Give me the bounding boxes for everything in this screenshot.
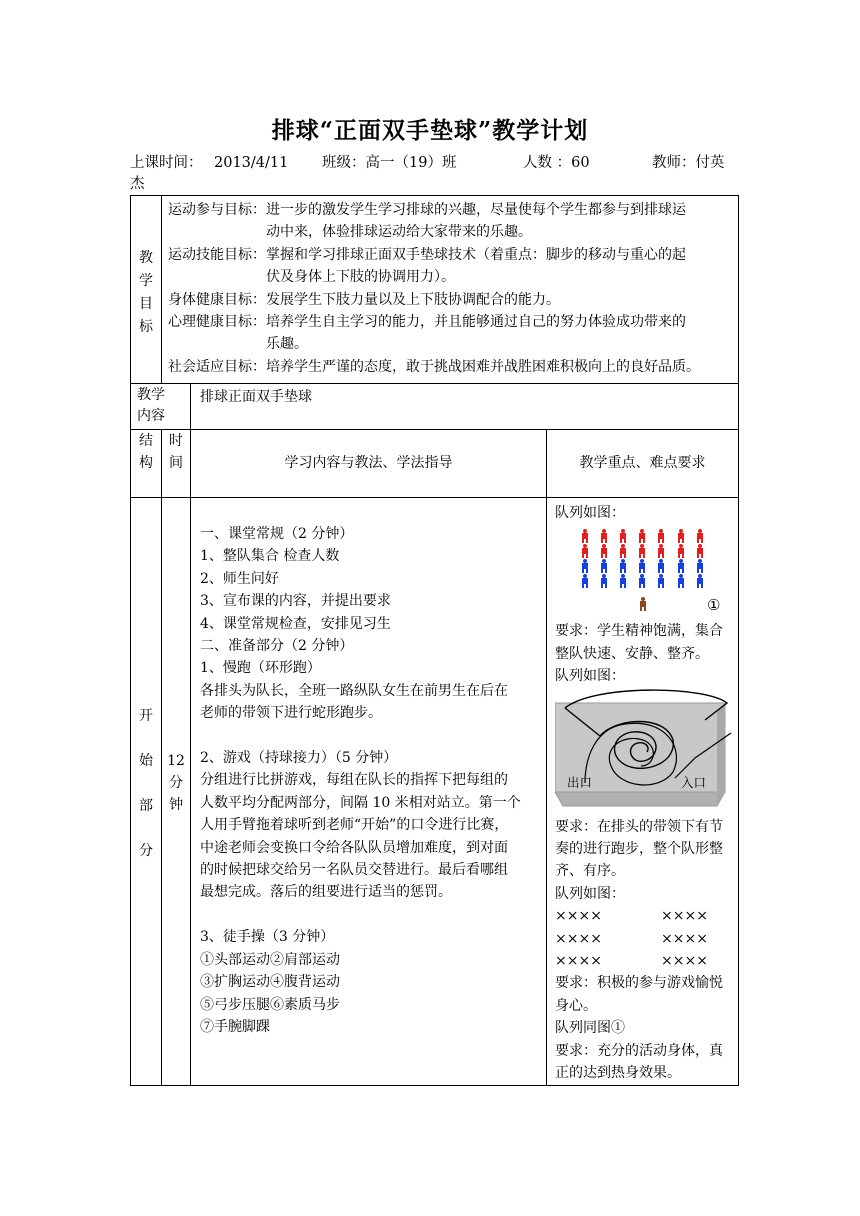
class-label: 班级：高一（19）班 [322, 155, 457, 171]
lesson-line: 2、游戏（持球接力）（5 分钟） [200, 750, 398, 767]
section-time-text: 12 [167, 753, 185, 769]
goal-text-line: 掌握和学习排球正面双手垫球技术（着重点：脚步的移动与重心的起 [266, 246, 686, 263]
student-icon [676, 574, 686, 588]
lesson-line: 人用手臂拖着球听到老师“开始”的口令进行比赛， [200, 817, 509, 834]
goal-text-line: 进一步的激发学生学习排球的兴趣，尽量使每个学生都参与到排球运 [266, 202, 686, 218]
requirement-text: 要求：充分的活动身体，真 [555, 1042, 723, 1059]
goals-header-char: 教 [139, 249, 153, 266]
col-structure-header [131, 430, 162, 498]
student-icon [676, 529, 686, 543]
student-icon [618, 529, 628, 543]
student-icon [695, 529, 705, 543]
content-row [131, 384, 739, 430]
content-label-line: 教学 [137, 387, 165, 403]
requirement-text: 整队快速、安静、整齐。 [555, 645, 709, 662]
x-row [555, 950, 738, 972]
col-structure-char: 结 [139, 433, 153, 449]
teacher-icon [638, 597, 648, 611]
lesson-line: 老师的带领下进行蛇形跑步。 [200, 705, 382, 722]
col-time-char: 时 [169, 433, 183, 449]
formation2-diagram [555, 688, 738, 816]
content-label-line: 内容 [137, 408, 165, 424]
goal-label: 身体健康目标： [168, 291, 266, 308]
section-main [191, 498, 547, 1086]
goal-item [168, 244, 734, 289]
student-icon [637, 544, 647, 558]
student-icon [656, 574, 666, 588]
lesson-line: 3、宣布课的内容，并提出要求 [200, 593, 391, 610]
same-formation-note: 队列同图① [555, 1020, 625, 1037]
x-group: ×××× [661, 930, 708, 947]
x-formation [555, 905, 738, 972]
lesson-line: ⑦手腕脚踝 [200, 1018, 270, 1035]
goal-text-line: 培养学生严谨的态度，敢于挑战困难并战胜困难积极向上的良好品质。 [266, 358, 700, 375]
goals-header-char: 目 [139, 295, 153, 312]
time-value: 2013/4/11 [214, 155, 289, 171]
requirement-text: 要求：在排头的带领下有节 [555, 818, 723, 835]
goal-text-line: 发展学生下肢力量以及上下肢协调配合的能力。 [266, 291, 560, 308]
section-time [162, 498, 191, 1086]
goal-text-line: 动中来，体验排球运动给大家带来的乐趣。 [266, 224, 532, 241]
goal-label: 运动技能目标： [168, 246, 266, 263]
lesson-line: 二、准备部分（2 分钟） [200, 638, 354, 655]
requirement-text: 奏的进行跑步，整个队形整 [555, 841, 723, 858]
goal-text [266, 311, 686, 356]
section-structure [131, 498, 162, 1086]
student-icon [676, 559, 686, 573]
student-icon [695, 544, 705, 558]
exit-label: 出口 [567, 774, 593, 790]
lesson-line: 人数平均分配两部分，间隔 10 米相对站立。第一个 [200, 794, 521, 811]
lesson-line: 一、课堂常规（2 分钟） [200, 526, 354, 542]
student-row [575, 528, 705, 543]
goals-header [131, 196, 162, 384]
student-icon [695, 574, 705, 588]
student-icon [580, 529, 590, 543]
student-icon [599, 574, 609, 588]
section-row [131, 498, 739, 1086]
student-icon [599, 529, 609, 543]
formation1-diagram [555, 524, 738, 620]
goal-label: 心理健康目标： [168, 314, 266, 331]
section-time-text: 分 [169, 775, 183, 791]
student-icon [580, 574, 590, 588]
goal-label: 社会适应目标： [168, 358, 266, 375]
x-group: ×××× [555, 908, 602, 925]
lesson-line: 分组进行比拼游戏，每组在队长的指挥下把每组的 [200, 772, 508, 789]
requirement-text: 正的达到热身效果。 [555, 1065, 681, 1082]
goal-text-line: 培养学生自主学习的能力，并且能够通过自己的努力体验成功带来的 [266, 314, 686, 331]
goal-item [168, 289, 734, 311]
student-icon [637, 574, 647, 588]
field-side [717, 703, 725, 806]
section-structure-char: 开 [139, 708, 153, 724]
plan-table [130, 195, 739, 1086]
goal-text [266, 356, 700, 378]
teacher-figure [633, 596, 652, 618]
goals-body [162, 196, 739, 384]
student-icon [695, 559, 705, 573]
requirement-text: 齐、有序。 [555, 863, 625, 880]
requirement-text: 要求：积极的参与游戏愉悦 [555, 975, 723, 992]
section-key [547, 498, 739, 1086]
entry-label: 入口 [681, 774, 707, 790]
time-label: 上课时间： [130, 155, 203, 171]
student-icon [637, 529, 647, 543]
lesson-line [200, 725, 546, 747]
goal-text [266, 244, 686, 289]
col-time-char: 间 [169, 455, 183, 472]
count-label: 人数 ：60 [523, 155, 590, 171]
col-key-header: 教学重点、难点要求 [547, 430, 739, 498]
col-structure-char: 构 [139, 455, 153, 472]
student-icon [599, 559, 609, 573]
lesson-line: 2、师生问好 [200, 570, 279, 587]
requirement-text: 要求：学生精神饱满，集合 [555, 623, 723, 640]
formation3-label: 队列如图： [555, 885, 625, 902]
goals-header-char: 标 [139, 318, 153, 335]
student-row [575, 543, 705, 558]
student-icon [618, 559, 628, 573]
col-main-header: 学习内容与教法、学法指导 [191, 430, 547, 498]
circle-mark: ① [707, 596, 721, 615]
student-icon [618, 544, 628, 558]
lesson-line: ⑤弓步压腿⑥素质马步 [200, 996, 340, 1013]
formation2-label: 队列如图： [555, 668, 625, 685]
goal-text-line: 伏及身体上下肢的协调用力）。 [266, 269, 455, 286]
section-main-lines [200, 523, 546, 1038]
goal-item [168, 311, 734, 356]
x-group: ×××× [661, 953, 708, 970]
x-group: ×××× [555, 930, 602, 947]
lesson-line: 1、慢跑（环形跑） [200, 660, 321, 677]
student-grid [575, 528, 705, 588]
section-structure-char: 分 [139, 843, 153, 859]
x-row [555, 928, 738, 950]
col-time-header [162, 430, 191, 498]
x-row [555, 905, 738, 927]
section-structure-char: 部 [139, 798, 153, 814]
goal-label: 运动参与目标： [168, 202, 266, 218]
student-row [575, 558, 705, 573]
formation1-label: 队列如图： [555, 505, 625, 521]
lesson-line: 中途老师会变换口令给各队队员增加难度，到对面 [200, 839, 508, 856]
x-group: ×××× [555, 953, 602, 970]
student-icon [580, 544, 590, 558]
section-structure-char: 始 [139, 753, 153, 769]
student-icon [676, 544, 686, 558]
lesson-line: 1、整队集合 检查人数 [200, 548, 340, 565]
lesson-line [200, 904, 546, 926]
lesson-line: ③扩胸运动④腹背运动 [200, 974, 340, 991]
goals-header-char: 学 [139, 272, 153, 289]
section-time-text: 钟 [169, 797, 183, 813]
student-icon [637, 559, 647, 573]
student-icon [618, 574, 628, 588]
column-header-row [131, 430, 739, 498]
page-title: 排球“正面双手垫球”教学计划 [271, 117, 589, 144]
content-value: 排球正面双手垫球 [191, 384, 739, 430]
teacher-label: 教师：付英 [652, 155, 725, 171]
student-icon [656, 529, 666, 543]
student-icon [599, 544, 609, 558]
goal-item [168, 199, 734, 244]
lesson-line: ①头部运动②肩部运动 [200, 951, 340, 968]
requirement-text: 身心。 [555, 997, 597, 1014]
student-icon [656, 544, 666, 558]
student-icon [656, 559, 666, 573]
x-group: ×××× [661, 908, 708, 925]
goal-text [266, 199, 686, 244]
lesson-line: 最想完成。落后的组要进行适当的惩罚。 [200, 884, 452, 901]
goal-item [168, 356, 734, 378]
lesson-line: 4、课堂常规检查，安排见习生 [200, 615, 391, 632]
goals-row [131, 196, 739, 384]
content-label [131, 384, 191, 430]
teacher-name-overflow: 杰 [130, 176, 145, 192]
student-icon [580, 559, 590, 573]
goal-text-line: 乐趣。 [266, 336, 308, 353]
lesson-line: 的时候把球交给另一名队员交替进行。最后看哪组 [200, 862, 508, 879]
student-row [575, 573, 705, 588]
lesson-line: 3、徒手操（3 分钟） [200, 929, 335, 946]
lesson-line: 各排头为队长，全班一路纵队女生在前男生在后在 [200, 682, 508, 699]
goal-text [266, 289, 560, 311]
